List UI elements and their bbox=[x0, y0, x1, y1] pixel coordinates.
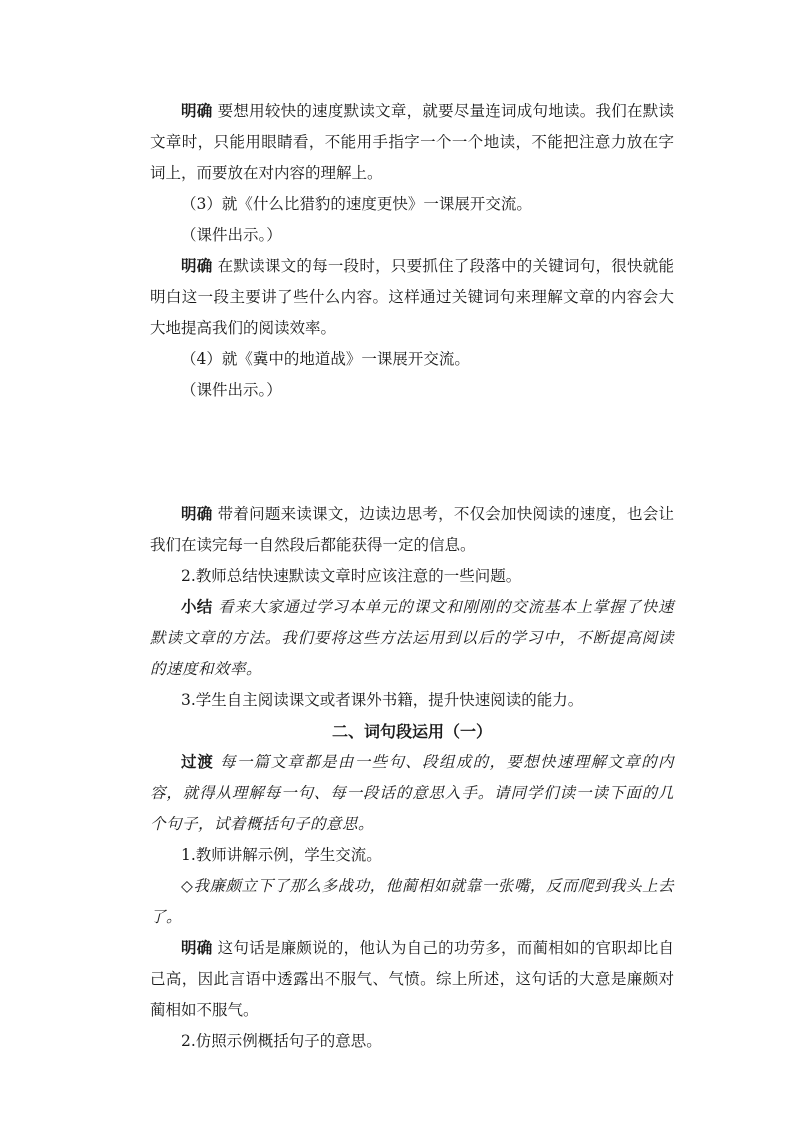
paragraph-courseware-note: （课件出示。） bbox=[181, 226, 282, 244]
document-page bbox=[150, 96, 674, 1057]
paragraph-transition bbox=[150, 747, 674, 840]
label-transition: 过渡 bbox=[181, 753, 214, 771]
paragraph-item-3: （3）就《什么比猎豹的速度更快》一课展开交流。 bbox=[181, 195, 532, 213]
paragraph-step-2b: 2.仿照示例概括句子的意思。 bbox=[181, 1032, 382, 1050]
label-clarify: 明确 bbox=[181, 505, 213, 523]
paragraph-text: 带着问题来读课文，边读边思考，不仅会加快阅读的速度，也会让我们在读完每一自然段后都能获得一定的信息。 bbox=[150, 505, 674, 554]
paragraph-step-3: 3.学生自主阅读课文或者课外书籍，提升快速阅读的能力。 bbox=[181, 691, 584, 709]
paragraph-text: 每一篇文章都是由一些句、段组成的，要想快速理解文章的内容，就得从理解每一句、每一段话的意思入手。请同学们读一读下面的几个句子，试着概括句子的意思。 bbox=[150, 753, 674, 833]
paragraph-text: 这句话是廉颇说的，他认为自己的功劳多，而蔺相如的官职却比自己高，因此言语中透露出不服气、气愤。综上所述，这句话的大意是廉颇对蔺相如不服气。 bbox=[150, 939, 674, 1019]
paragraph-step-2: 2.教师总结快速默读文章时应该注意的一些问题。 bbox=[181, 567, 522, 585]
paragraph-clarification-2 bbox=[150, 251, 674, 344]
label-clarify: 明确 bbox=[181, 257, 213, 275]
paragraph-text: 看来大家通过学习本单元的课文和刚刚的交流基本上掌握了快速默读文章的方法。我们要将这些方法运用到以后的学习中，不断提高阅读的速度和效率。 bbox=[150, 598, 674, 678]
paragraph-text: 要想用较快的速度默读文章，就要尽量连词成句地读。我们在默读文章时，只能用眼睛看，不能用手指字一个一个地读，不能把注意力放在字词上，而要放在对内容的理解上。 bbox=[150, 102, 674, 182]
paragraph-step-1: 1.教师讲解示例，学生交流。 bbox=[181, 846, 382, 864]
paragraph-clarification-3 bbox=[150, 499, 674, 561]
blank-space bbox=[150, 406, 674, 499]
example-sentence: ◇我廉颇立下了那么多战功，他蔺相如就靠一张嘴，反而爬到我头上去了。 bbox=[150, 877, 674, 926]
label-clarify: 明确 bbox=[181, 939, 213, 957]
section-heading: 二、词句段运用（一） bbox=[331, 722, 492, 741]
paragraph-item-4: （4）就《冀中的地道战》一课展开交流。 bbox=[181, 350, 470, 368]
label-summary: 小结 bbox=[181, 598, 213, 616]
paragraph-courseware-note: （课件出示。） bbox=[181, 381, 282, 399]
paragraph-clarification-4 bbox=[150, 933, 674, 1026]
paragraph-clarification-1 bbox=[150, 96, 674, 189]
paragraph-text: 在默读课文的每一段时，只要抓住了段落中的关键词句，很快就能明白这一段主要讲了些什么内容。这样通过关键词句来理解文章的内容会大大地提高我们的阅读效率。 bbox=[150, 257, 674, 337]
label-clarify: 明确 bbox=[181, 102, 213, 120]
paragraph-summary bbox=[150, 592, 674, 685]
